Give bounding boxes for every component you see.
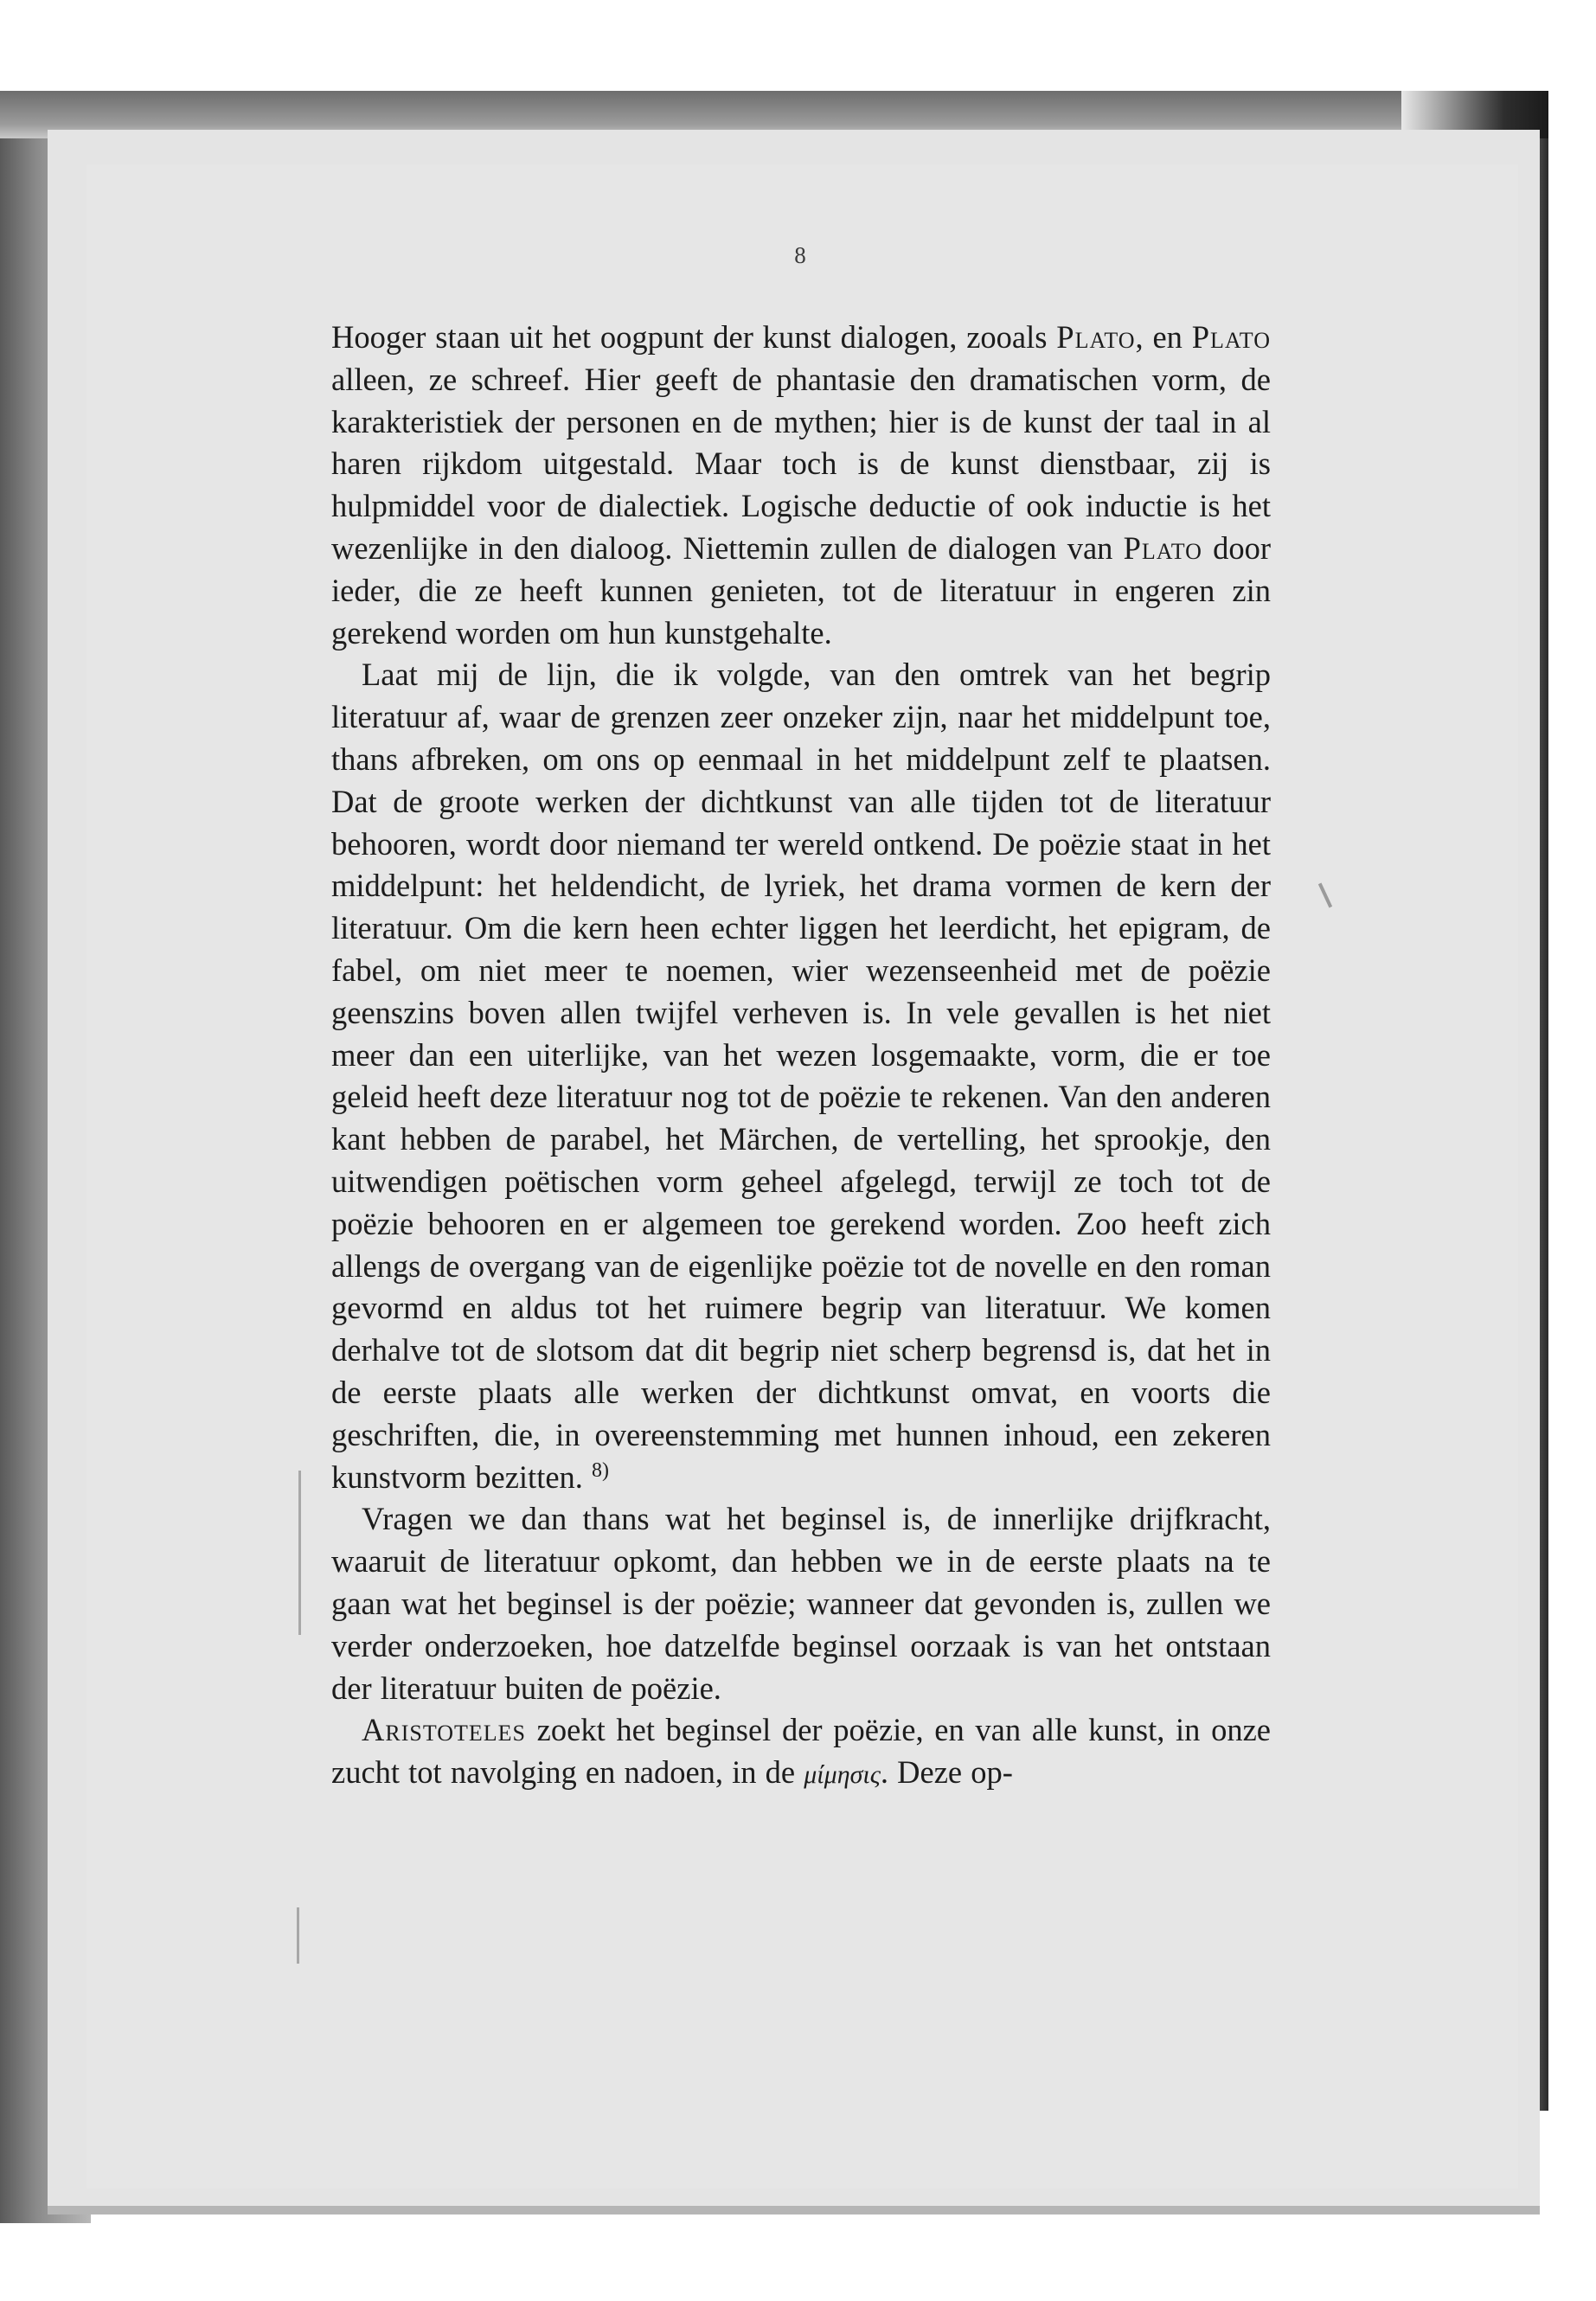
author-name: Plato (1191, 319, 1271, 355)
body-text (331, 317, 1271, 1797)
author-name: Plato (1056, 319, 1136, 355)
text-run: zoekt het beginsel der poëzie, en van alle kunst, in onze zucht tot navolging en nadoen, in de (331, 1712, 1271, 1791)
paragraph-4 (331, 1709, 1271, 1797)
text-run: , en (1135, 319, 1192, 355)
pencil-margin-mark (297, 1907, 299, 1964)
text-run: . Deze op- (880, 1754, 1013, 1791)
author-name: Aristoteles (362, 1712, 526, 1748)
author-name: Plato (1123, 529, 1202, 566)
paragraph-1 (331, 317, 1271, 654)
text-run: alleen, ze schreef. Hier geeft de phantasie den dramatischen vorm, de karakteristiek der personen en de mythen; hier is de kunst der taal in al haren rijkdom uitgestald. Maar toch is de kunst dienstbaar, zij is hulpmiddel voor de dialectiek. Logische deductie of ook inductie is het wezenlijke in den dialoog. Niettemin zullen de dialogen van (331, 361, 1271, 566)
paragraph-3 (331, 1498, 1271, 1709)
greek-term: μίμησις (804, 1760, 881, 1790)
text-run: door ieder, die ze heeft kunnen genieten, tot de literatuur in engeren zin gerekend worden om hun kunstgehalte. (331, 529, 1272, 651)
paragraph-2 (331, 654, 1271, 1498)
text-run: Hooger staan uit het oogpunt der kunst dialogen, zooals (331, 319, 1057, 355)
page-number: 8 (794, 242, 806, 268)
pencil-margin-mark (298, 1471, 301, 1635)
text-run: Laat mij de lijn, die ik volgde, van den omtrek van het begrip literatuur af, waar de grenzen zeer onzeker zijn, naar het middelpunt toe, thans afbreken, om ons op eenmaal in het middelpunt zelf te plaatsen. Dat de groote werken der dichtkunst van alle tijden tot de literatuur behooren, wordt door niemand ter wereld ontkend. De poëzie staat in het middelpunt: het heldendicht, de lyriek, het drama vormen de kern der literatuur. Om die kern heen echter liggen het leerdicht, het epigram, de fabel, om niet meer te noemen, wier wezenseenheid met de poëzie geenszins boven allen twijfel verheven is. In vele gevallen is het niet meer dan een uiterlijke, van het wezen losgemaakte, vorm, die er toe geleid heeft deze literatuur nog tot de poëzie te rekenen. Van den anderen kant hebben de parabel, het Märchen, de vertelling, het sprookje, den uitwendigen poëtischen vorm geheel afgelegd, terwijl ze toch tot de poëzie behooren en er algemeen toe gerekend worden. Zoo heeft zich allengs de overgang van de eigenlijke poëzie tot de novelle en den roman gevormd en aldus tot het ruimere begrip van literatuur. We komen derhalve tot de slotsom dat dit begrip niet scherp begrensd is, dat het in de eerste plaats alle werken der dichtkunst omvat, en voorts die geschriften, die, in overeenstemming met hunnen inhoud, een zekeren kunstvorm bezitten. (331, 657, 1271, 1495)
footnote-reference: 8) (592, 1458, 610, 1482)
text-run: Vragen we dan thans wat het beginsel is, de innerlijke drijfkracht, waaruit de literatuur opkomt, dan hebben we in de eerste plaats na te gaan wat het beginsel is der poëzie; wanneer dat gevonden is, zullen we verder onderzoeken, hoe datzelfde beginsel oorzaak is van het ontstaan der literatuur buiten de poëzie. (331, 1501, 1271, 1706)
